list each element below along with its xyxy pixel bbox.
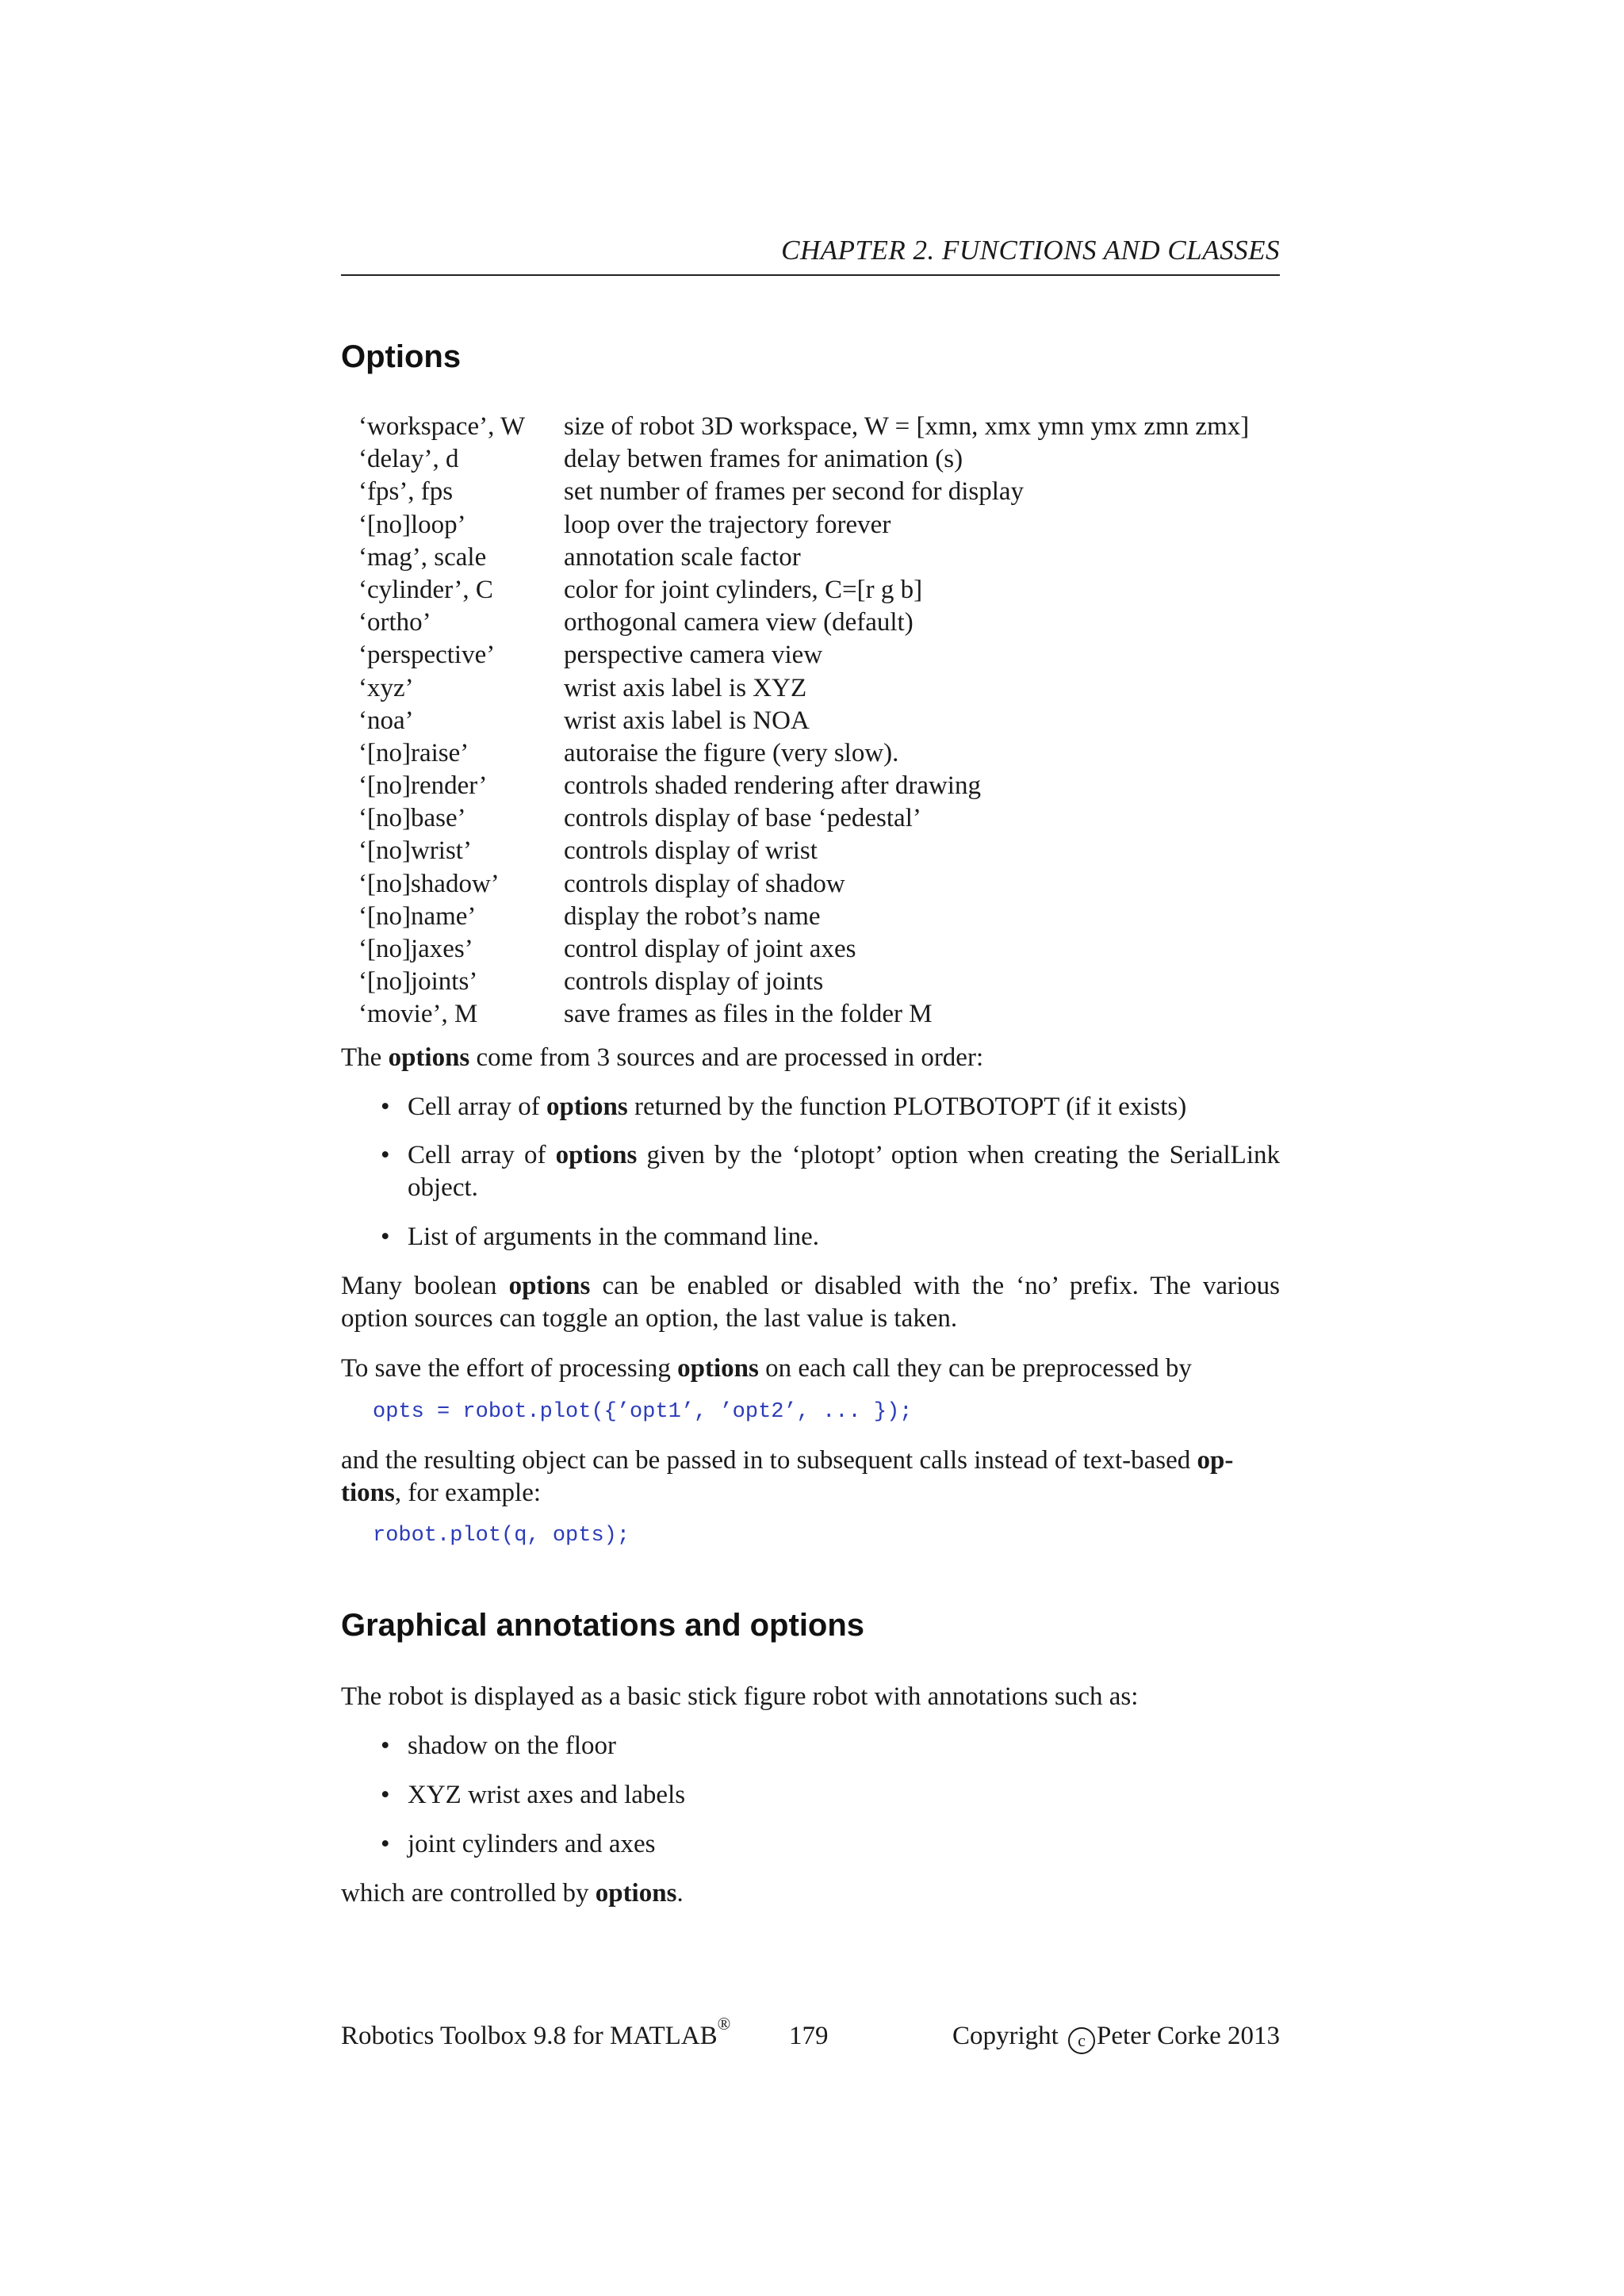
copyright-icon: c bbox=[1068, 2027, 1095, 2054]
option-description: controls display of joints bbox=[564, 967, 824, 997]
bullet-item: • joint cylinders and axes bbox=[381, 1828, 1280, 1861]
bullet-item: • Cell array of options returned by the function PLOTBOTOPT (if it exists) bbox=[381, 1091, 1280, 1123]
running-header: CHAPTER 2. FUNCTIONS AND CLASSES bbox=[781, 235, 1280, 266]
option-key: ‘[no]wrist’ bbox=[358, 836, 472, 866]
option-description: save frames as files in the folder M bbox=[564, 1000, 933, 1029]
option-description: orthogonal camera view (default) bbox=[564, 608, 914, 637]
closing-paragraph: which are controlled by options. bbox=[341, 1879, 684, 1908]
option-key: ‘[no]name’ bbox=[358, 901, 477, 931]
option-row bbox=[358, 835, 1280, 867]
option-description: wrist axis label is NOA bbox=[564, 706, 810, 735]
option-row bbox=[358, 476, 1280, 508]
option-description: controls display of base ‘pedestal’ bbox=[564, 804, 921, 833]
option-description: color for joint cylinders, C=[r g b] bbox=[564, 575, 923, 604]
option-key: ‘[no]render’ bbox=[358, 771, 488, 801]
option-key: ‘[no]jaxes’ bbox=[358, 935, 473, 963]
option-key: ‘[no]raise’ bbox=[358, 738, 469, 767]
option-row bbox=[358, 607, 1280, 639]
option-row bbox=[358, 672, 1280, 705]
bullet-icon: • bbox=[381, 1732, 390, 1760]
code-snippet: robot.plot(q, opts); bbox=[373, 1524, 630, 1548]
option-key: ‘mag’, scale bbox=[358, 542, 487, 572]
option-key: ‘fps’, fps bbox=[358, 477, 454, 507]
option-description: delay betwen frames for animation (s) bbox=[564, 445, 963, 474]
option-description: perspective camera view bbox=[564, 641, 823, 670]
bullet-item: • List of arguments in the command line. bbox=[381, 1221, 1280, 1253]
option-key: ‘cylinder’, C bbox=[358, 575, 493, 604]
annotations-intro-paragraph: The robot is displayed as a basic stick figure robot with annotations such as: bbox=[341, 1682, 1139, 1711]
sources-intro-paragraph: The options come from 3 sources and are processed in order: bbox=[341, 1043, 984, 1072]
option-row bbox=[358, 901, 1280, 933]
bullet-icon: • bbox=[381, 1093, 390, 1121]
option-key: ‘[no]loop’ bbox=[358, 510, 466, 539]
page-footer bbox=[341, 2014, 1280, 2061]
option-row bbox=[358, 737, 1280, 770]
option-key: ‘movie’, M bbox=[358, 1000, 478, 1029]
bullet-icon: • bbox=[381, 1781, 390, 1809]
option-key: ‘[no]base’ bbox=[358, 804, 466, 833]
option-description: size of robot 3D workspace, W = [xmn, xmx ymn ymx zmn zmx] bbox=[564, 412, 1250, 441]
option-row bbox=[358, 541, 1280, 574]
footer-copyright: Copyright c Peter Corke 2013 bbox=[952, 2022, 1280, 2054]
option-key: ‘xyz’ bbox=[358, 673, 414, 702]
bullet-icon: • bbox=[381, 1830, 390, 1858]
option-key: ‘perspective’ bbox=[358, 641, 496, 670]
option-description: annotation scale factor bbox=[564, 542, 801, 572]
option-description: display the robot’s name bbox=[564, 901, 821, 931]
option-key: ‘delay’, d bbox=[358, 445, 459, 474]
option-key: ‘[no]joints’ bbox=[358, 967, 478, 997]
option-row bbox=[358, 966, 1280, 998]
option-description: loop over the trajectory forever bbox=[564, 510, 891, 539]
header-rule bbox=[341, 274, 1280, 276]
option-description: set number of frames per second for display bbox=[564, 477, 1025, 507]
option-description: controls shaded rendering after drawing bbox=[564, 771, 981, 801]
preprocess-paragraph: To save the effort of processing options on each call they can be preprocessed by bbox=[341, 1354, 1192, 1383]
bullet-item: • XYZ wrist axes and labels bbox=[381, 1779, 1280, 1812]
resulting-object-paragraph: and the resulting object can be passed in to subsequent calls instead of text-based op- tions, for example: bbox=[341, 1446, 1234, 1507]
registered-mark: ® bbox=[717, 2014, 731, 2034]
option-key: ‘[no]shadow’ bbox=[358, 869, 500, 898]
option-description: control display of joint axes bbox=[564, 935, 856, 963]
code-snippet: opts = robot.plot({’opt1’, ’opt2’, ... }); bbox=[373, 1400, 913, 1424]
option-row bbox=[358, 443, 1280, 476]
footer-book-title: Robotics Toolbox 9.8 for MATLAB® bbox=[341, 2014, 731, 2050]
annotations-heading: Graphical annotations and options bbox=[341, 1608, 865, 1643]
option-row bbox=[358, 639, 1280, 672]
options-heading: Options bbox=[341, 339, 462, 374]
option-description: wrist axis label is XYZ bbox=[564, 673, 807, 702]
bullet-item: • shadow on the floor bbox=[381, 1730, 1280, 1762]
option-description: controls display of shadow bbox=[564, 869, 845, 898]
option-row bbox=[358, 868, 1280, 901]
document-page bbox=[341, 0, 1280, 2296]
option-row bbox=[358, 574, 1280, 607]
bullet-icon: • bbox=[381, 1141, 390, 1169]
page-number: 179 bbox=[789, 2022, 829, 2050]
option-key: ‘noa’ bbox=[358, 706, 414, 735]
bullet-item: • Cell array of options given by the ‘plotopt’ option when creating the SerialLink object. bbox=[381, 1141, 1280, 1202]
option-row bbox=[358, 933, 1280, 966]
option-row bbox=[358, 705, 1280, 737]
option-row bbox=[358, 411, 1280, 443]
option-row bbox=[358, 509, 1280, 541]
boolean-options-paragraph: Many boolean options can be enabled or disabled with the ‘no’ prefix. The various option sources can toggle an option, the last value is taken. bbox=[341, 1272, 1280, 1333]
option-row bbox=[358, 802, 1280, 835]
option-row bbox=[358, 998, 1280, 1031]
options-table bbox=[358, 411, 1280, 1031]
option-description: autoraise the figure (very slow). bbox=[564, 738, 899, 767]
bullet-icon: • bbox=[381, 1223, 390, 1251]
option-row bbox=[358, 770, 1280, 802]
option-description: controls display of wrist bbox=[564, 836, 818, 866]
option-key: ‘workspace’, W bbox=[358, 412, 526, 441]
option-key: ‘ortho’ bbox=[358, 608, 431, 637]
